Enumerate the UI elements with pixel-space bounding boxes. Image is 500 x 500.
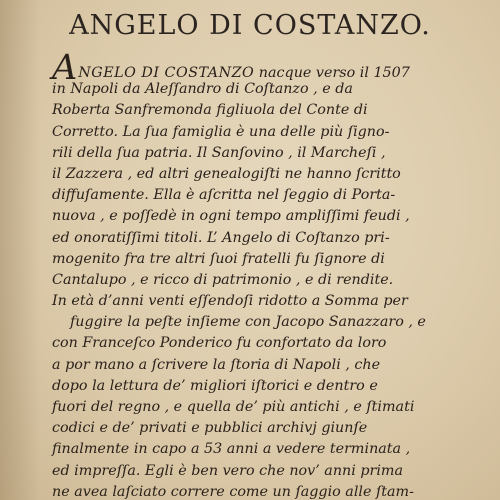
- text-line: a por mano a ſcrivere la ſtoria di Napoli , che: [52, 356, 381, 373]
- text-line: finalmente in capo a 53 anni a vedere terminata ,: [52, 441, 411, 458]
- text-line: nuova , e poſſedè in ogni tempo ampliſſimi feudi ,: [52, 208, 410, 225]
- page-fold-shadow: [0, 0, 40, 500]
- text-line: ne avea laſciato correre come un ſaggio alle ſtam-: [52, 483, 414, 500]
- text-line: ed impreſſa. Egli è ben vero che nov’ anni prima: [52, 462, 403, 479]
- text-line: mogenito fra tre altri ſuoi fratelli fu ſignore di: [52, 250, 385, 267]
- text-line: il Zazzera , ed altri genealogiſti ne hanno ſcritto: [52, 165, 401, 182]
- text-line: rili della ſua patria. Il Sanſovino , il Marcheſi ,: [52, 144, 386, 161]
- text-line: fuggire la peſte inſieme con Jacopo Sanazzaro , e: [70, 314, 426, 331]
- text-line: dopo la lettura de’ migliori iſtorici e dentro e: [52, 377, 378, 394]
- author-name-smallcaps: NGELO DI COSTANZO: [78, 65, 255, 81]
- text-line: diffuſamente. Ella è aſcritta nel ſeggio di Porta-: [52, 187, 396, 204]
- text-line: in Napoli da Aleſſandro di Coſtanzo , e da: [52, 81, 353, 98]
- text-line: Roberta Sanfremonda figliuola del Conte di: [52, 102, 368, 119]
- drop-cap: A: [52, 48, 78, 88]
- text-line: In età d’anni venti eſſendoſi ridotto a Somma per: [52, 293, 408, 310]
- text-line: con Franceſco Ponderico fu confortato da loro: [52, 335, 387, 352]
- text-line: Corretto. La ſua famiglia è una delle più ſigno-: [52, 123, 390, 140]
- text-line: codici e de’ privati e pubblici archivj giunſe: [52, 420, 368, 437]
- text-line: fuori del regno , e quella de’ più antichi , e ſtimati: [52, 399, 415, 415]
- body-text: [52, 48, 482, 500]
- text-line: Cantalupo , e ricco di patrimonio , e di rendite.: [52, 271, 394, 288]
- text-line-1: [52, 48, 482, 88]
- page-title: ANGELO DI COSTANZO.: [69, 10, 431, 41]
- text-line: ed onoratiſſimi titoli. L’ Angelo di Coſtanzo pri-: [52, 229, 390, 246]
- first-line-rest: nacque verso il 1507: [254, 65, 410, 81]
